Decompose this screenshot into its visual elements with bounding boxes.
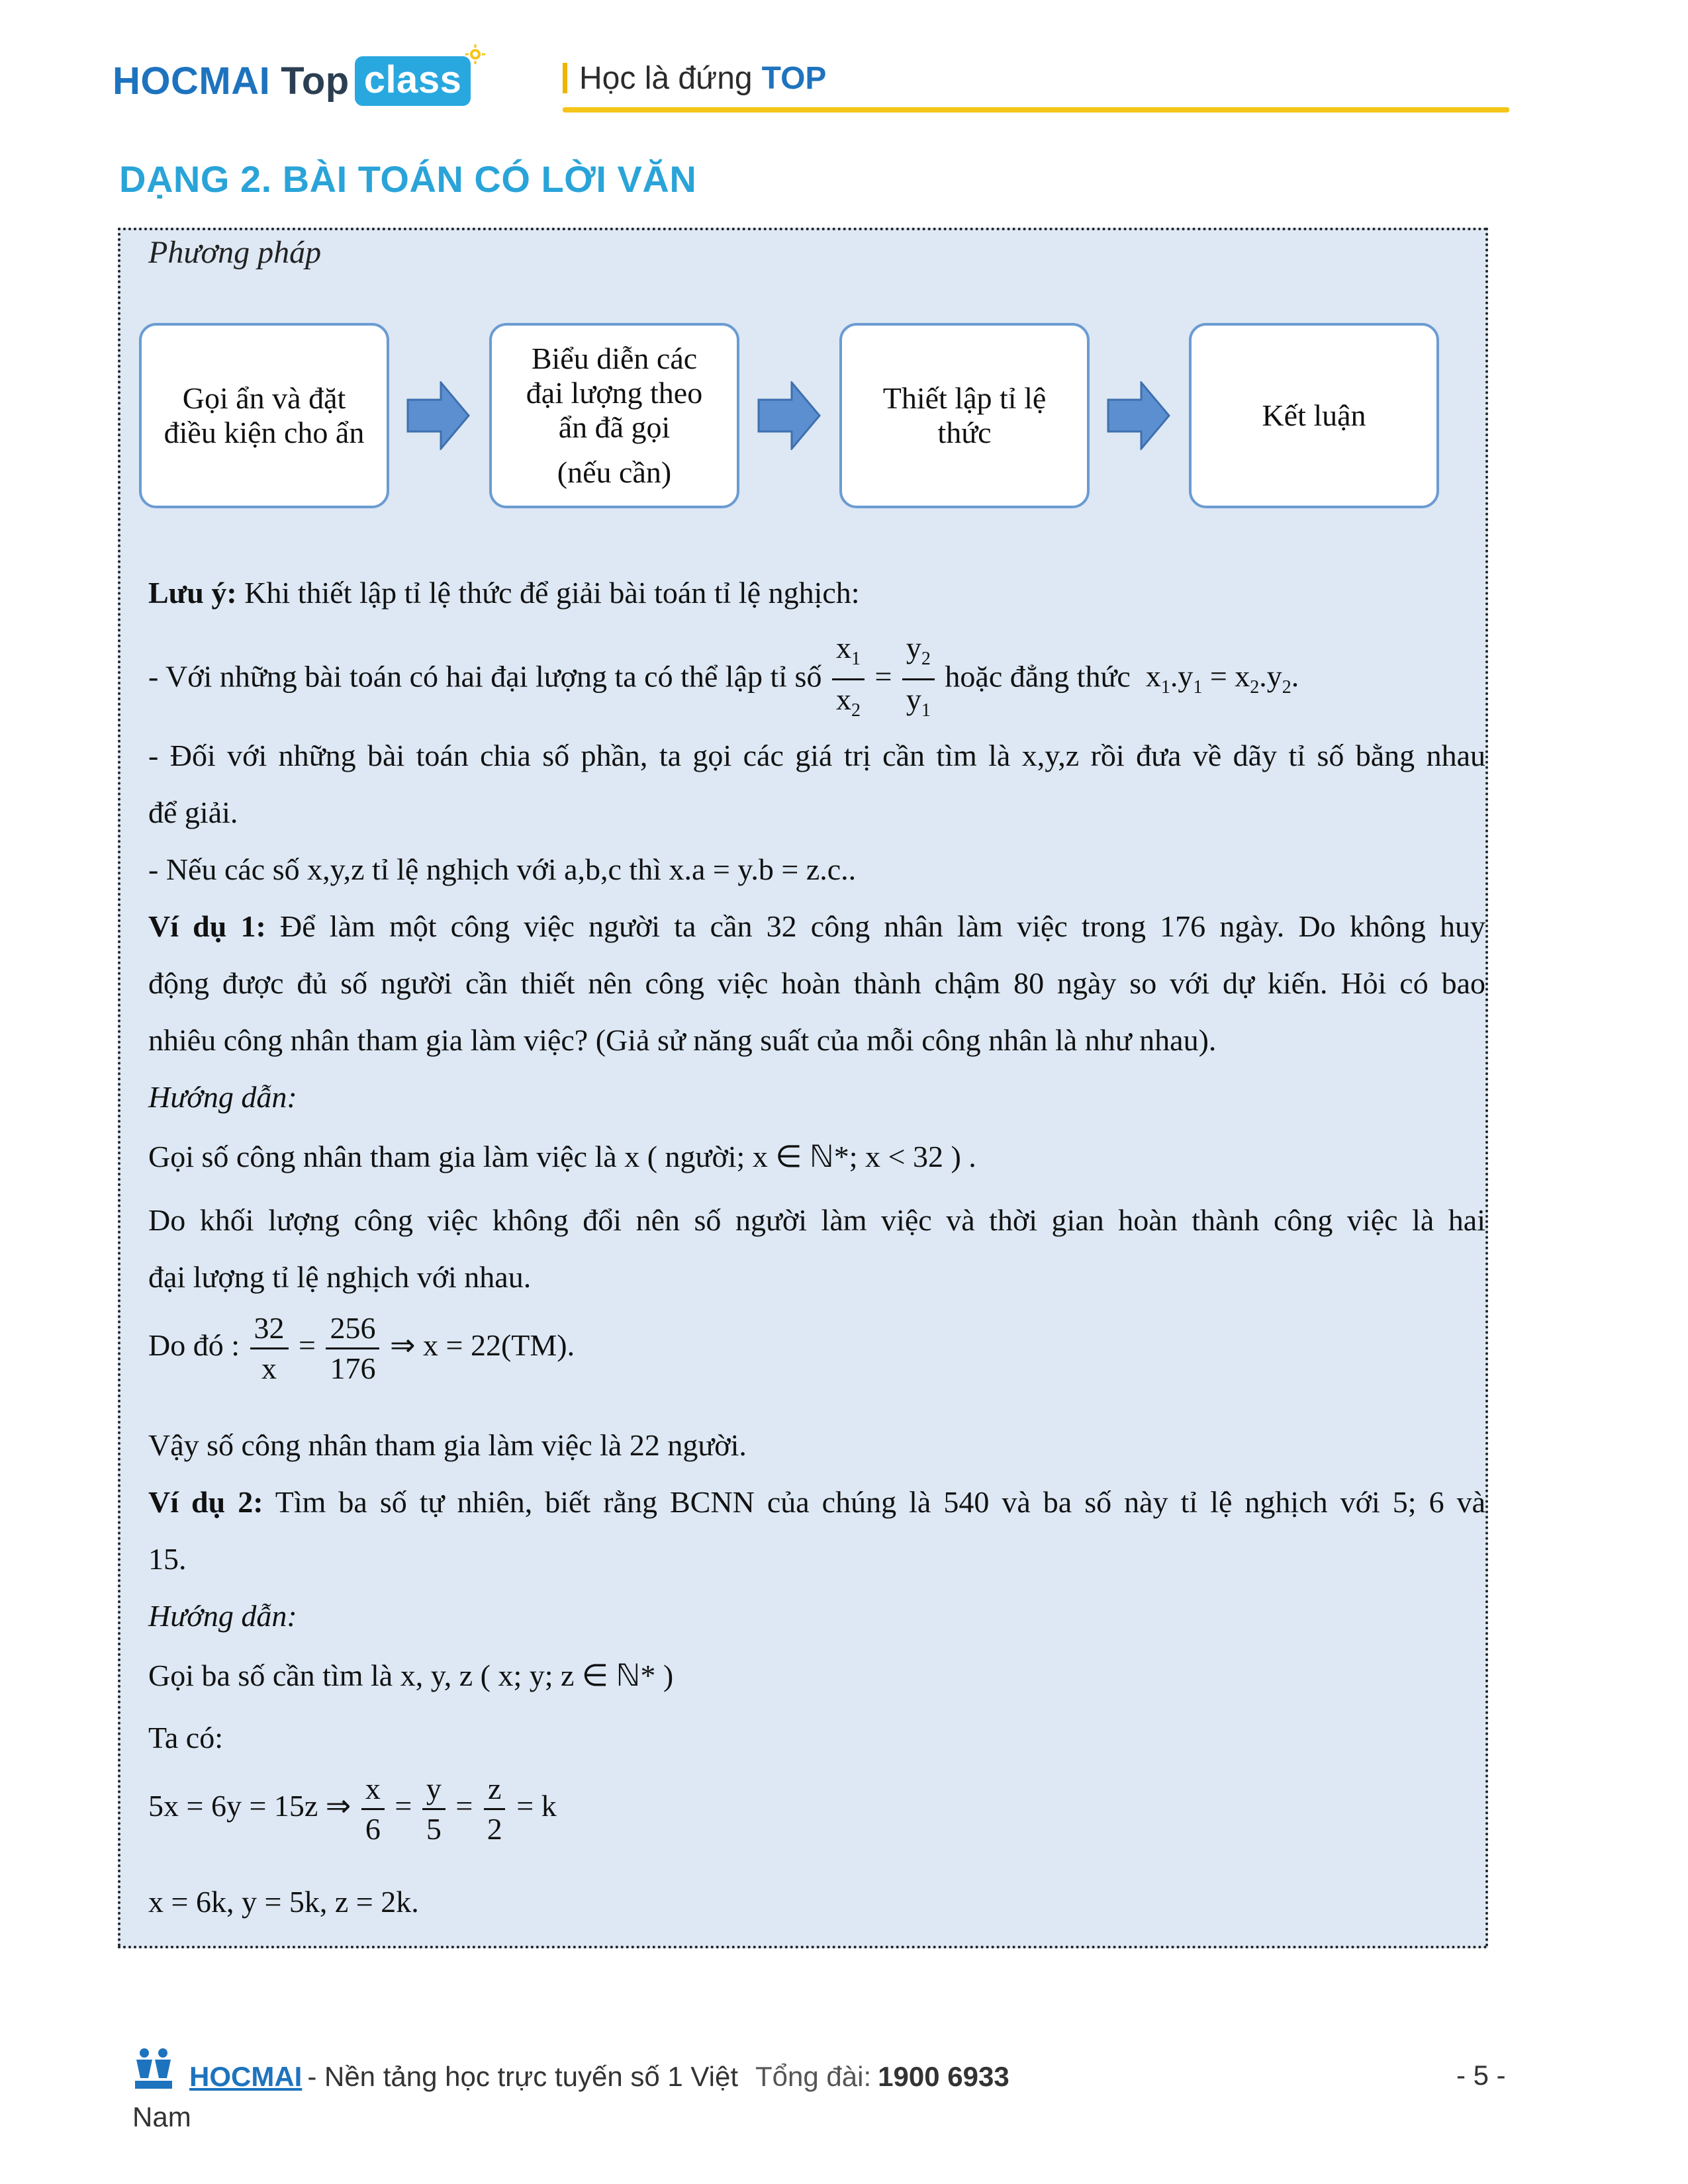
fraction-y-5: $\frac{y}{5}$ <box>422 1770 445 1848</box>
note-b3-text: - Nếu các số x,y,z tỉ lệ nghịch với a,b,c thì <box>148 852 661 886</box>
tagline-top: TOP <box>761 60 827 96</box>
method-flowchart <box>135 323 1479 512</box>
header-rule <box>563 107 1509 113</box>
flow-step-2-line2: đại lượng theo <box>526 376 703 410</box>
note-bullet-1 <box>148 629 1299 730</box>
example1-line2: động được đủ số người cần thiết nên công việc hoàn thành chậm 80 ngày so với dự kiến. Hỏi có bao <box>148 966 1485 1000</box>
ratio-y2-y1: $\frac{y_2}{y_1}$ <box>902 629 935 730</box>
example2-guide: Hướng dẫn: <box>148 1599 297 1633</box>
arrow-right-icon <box>406 381 470 450</box>
note-b1-mid: hoặc đẳng thức <box>945 659 1131 694</box>
example1-text1: Để làm một công việc người ta cần 32 công nhân làm việc trong 176 ngày. Do không huy <box>280 909 1486 943</box>
example1-s2-line1: Do khối lượng công việc không đổi nên số người làm việc và thời gian hoàn thành công việc là hai <box>148 1203 1485 1237</box>
arrow-right-icon <box>1107 381 1170 450</box>
note-text: Khi thiết lập tỉ lệ thức để giải bài toán tỉ lệ nghịch: <box>244 576 860 610</box>
tagline-bar <box>563 63 567 93</box>
logo-hocmai-text: HOCMAI <box>113 59 271 103</box>
equals-sign: = <box>874 659 892 694</box>
example2-text1: Tìm ba số tự nhiên, biết rằng BCNN của chúng là 540 và ba số này tỉ lệ nghịch với 5; 6 và <box>275 1485 1486 1519</box>
note-label: Lưu ý: <box>148 576 237 610</box>
tagline-text: Học là đứng <box>579 60 753 96</box>
footer <box>132 2045 1009 2093</box>
frac1-num: 32 <box>250 1309 289 1349</box>
note-b3-formula: x.a = y.b = z.c.. <box>669 852 857 886</box>
equals-sign: = <box>395 1789 412 1823</box>
flow-step-4-line1: Kết luận <box>1262 398 1366 432</box>
note-bullet-3 <box>148 851 856 888</box>
flow-step-1-line1: Gọi ẩn và đặt <box>182 381 346 415</box>
note-b2-line2: để giải. <box>148 796 238 829</box>
flow-step-2 <box>489 323 739 508</box>
footer-brand-link[interactable]: HOCMAI <box>189 2061 303 2092</box>
header-tagline <box>563 58 826 98</box>
example1-guide: Hướng dẫn: <box>148 1080 297 1114</box>
example1-s3-prefix: Do đó : <box>148 1328 240 1363</box>
logo-class-badge <box>355 56 471 106</box>
flow-step-3-line1: Thiết lập tỉ lệ <box>882 381 1047 415</box>
frac2-den: 176 <box>330 1351 376 1385</box>
example1-s1-text: Gọi số công nhân tham gia làm việc là x ( người; <box>148 1140 745 1173</box>
frac1-den: x <box>261 1351 277 1385</box>
example2-step3 <box>148 1770 557 1848</box>
note-b1-prefix: - Với những bài toán có hai đại lượng ta có thể lập tỉ số <box>148 659 822 694</box>
fraction-z-2: $\frac{z}{2}$ <box>483 1770 506 1848</box>
content-box <box>118 228 1488 1948</box>
note-b2-line1: - Đối với những bài toán chia số phần, ta gọi các giá trị cần tìm là x,y,z rồi đưa về dãy tỉ số bằng nhau <box>148 739 1485 772</box>
example1-line3: nhiêu công nhân tham gia làm việc? (Giả sử năng suất của mỗi công nhân là như nhau). <box>148 1023 1217 1057</box>
hocmai-topclass-logo <box>113 54 471 107</box>
flow-step-3-line2: thức <box>937 416 992 449</box>
flow-step-2-line4: (nếu cần) <box>557 455 672 489</box>
example2-step2: Ta có: <box>148 1721 224 1754</box>
equals-sign: = <box>299 1328 316 1363</box>
equals-sign: = <box>455 1789 473 1823</box>
note-heading <box>148 574 860 612</box>
fraction-32-x <box>250 1309 289 1388</box>
example2-line1 <box>148 1484 1485 1521</box>
logo-top-text: Top <box>281 59 350 103</box>
example1-s2-line2: đại lượng tỉ lệ nghịch với nhau. <box>148 1260 532 1294</box>
fraction-256-176 <box>326 1309 379 1388</box>
method-label: Phương pháp <box>148 235 322 270</box>
fraction-x-6: $\frac{x}{6}$ <box>361 1770 385 1848</box>
example1-step1 <box>148 1138 976 1175</box>
example1-s3-result: ⇒ x = 22(TM). <box>389 1328 575 1363</box>
ratio-x1-x2: $\frac{x_1}{x_2}$ <box>832 629 865 730</box>
flow-step-1-line2: điều kiện cho ẩn <box>164 416 365 449</box>
example1-step3 <box>148 1309 575 1388</box>
example2-line2: 15. <box>148 1542 187 1576</box>
flow-step-4 <box>1189 323 1439 508</box>
sun-icon <box>465 44 485 64</box>
example2-step4: x = 6k, y = 5k, z = 2k. <box>148 1885 419 1919</box>
flow-step-1 <box>139 323 389 508</box>
example2-s3-suffix: = k <box>516 1789 557 1823</box>
product-equality: $x_1.y_1 = x_2.y_2$. <box>1138 659 1299 698</box>
frac2-num: 256 <box>326 1309 379 1349</box>
example2-s3-prefix: 5x = 6y = 15z ⇒ <box>148 1789 352 1823</box>
arrow-right-icon <box>757 381 821 450</box>
example1-conclusion: Vậy số công nhân tham gia làm việc là 22 người. <box>148 1428 747 1462</box>
flow-step-2-line1: Biểu diễn các <box>531 341 698 375</box>
example2-step1: Gọi ba số cần tìm là x, y, z ( x; y; z ∈ ℕ* ) <box>148 1659 674 1692</box>
example1-line1 <box>148 908 1485 945</box>
flow-step-2-line3: ẩn đã gọi <box>558 410 671 444</box>
example2-label: Ví dụ 2: <box>148 1485 263 1519</box>
hocmai-people-icon <box>132 2045 175 2093</box>
footer-hotline-label: Tổng đài: <box>755 2061 872 2092</box>
footer-hotline: 1900 6933 <box>878 2061 1009 2092</box>
page-number: - 5 - <box>1456 2060 1506 2091</box>
logo-class-text: class <box>363 58 462 101</box>
example1-s1-cond: x ∈ ℕ*; x < 32 ) . <box>752 1140 976 1173</box>
footer-line2: Nam <box>132 2101 191 2132</box>
section-title: DẠNG 2. BÀI TOÁN CÓ LỜI VĂN <box>119 158 697 200</box>
example1-label: Ví dụ 1: <box>148 909 266 943</box>
footer-text: - Nền tảng học trực tuyến số 1 Việt <box>307 2061 739 2092</box>
flow-step-3 <box>839 323 1090 508</box>
